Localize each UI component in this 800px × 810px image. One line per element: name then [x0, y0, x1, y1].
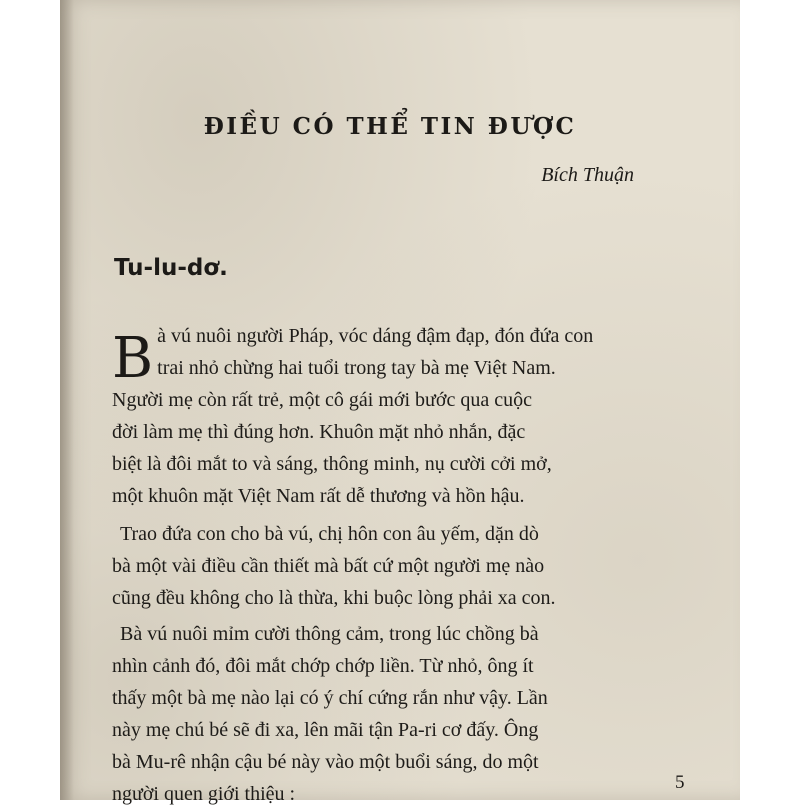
text-line: nhìn cảnh đó, đôi mắt chớp chớp liền. Từ nhỏ, ông ít — [112, 655, 534, 677]
text-line: Bà vú nuôi mỉm cười thông cảm, trong lúc chồng bà — [120, 623, 539, 645]
text-line: Người mẹ còn rất trẻ, một cô gái mới bước qua cuộc — [112, 389, 532, 411]
text-line: cũng đều không cho là thừa, khi buộc lòng phải xa con. — [112, 587, 556, 609]
text-line: bà Mu-rê nhận cậu bé này vào một buổi sáng, do một — [112, 751, 539, 773]
paragraph-2 — [112, 518, 692, 614]
story-title: ĐIỀU CÓ THỂ TIN ĐƯỢC — [203, 113, 577, 140]
drop-cap: B — [112, 326, 154, 391]
text-line: biệt là đôi mắt to và sáng, thông minh, nụ cười cởi mở, — [112, 453, 552, 475]
text-line: này mẹ chú bé sẽ đi xa, lên mãi tận Pa-ri cơ đấy. Ông — [112, 719, 539, 741]
page-gutter-shadow — [60, 0, 74, 800]
text-line: bà một vài điều cần thiết mà bất cứ một người mẹ nào — [112, 555, 545, 577]
text-line: người quen giới thiệu : — [112, 783, 296, 805]
text-line: trai nhỏ chừng hai tuổi trong tay bà mẹ Việt Nam. — [157, 357, 556, 379]
text-line: một khuôn mặt Việt Nam rất dễ thương và hồn hậu. — [112, 485, 525, 507]
paragraph-3 — [112, 618, 692, 810]
text-line: à vú nuôi người Pháp, vóc dáng đậm đạp, đón đứa con — [157, 325, 594, 347]
page-number: 5 — [675, 772, 685, 793]
text-line: thấy một bà mẹ nào lại có ý chí cứng rắn như vậy. Lần — [112, 687, 548, 709]
body-text — [112, 304, 692, 810]
author-name: Bích Thuận — [541, 164, 634, 186]
section-heading: Tu-lu-dơ. — [114, 255, 228, 281]
text-line: đời làm mẹ thì đúng hơn. Khuôn mặt nhỏ nhắn, đặc — [112, 421, 526, 443]
paragraph-1 — [112, 320, 692, 512]
text-line: Trao đứa con cho bà vú, chị hôn con âu yếm, dặn dò — [120, 523, 539, 545]
